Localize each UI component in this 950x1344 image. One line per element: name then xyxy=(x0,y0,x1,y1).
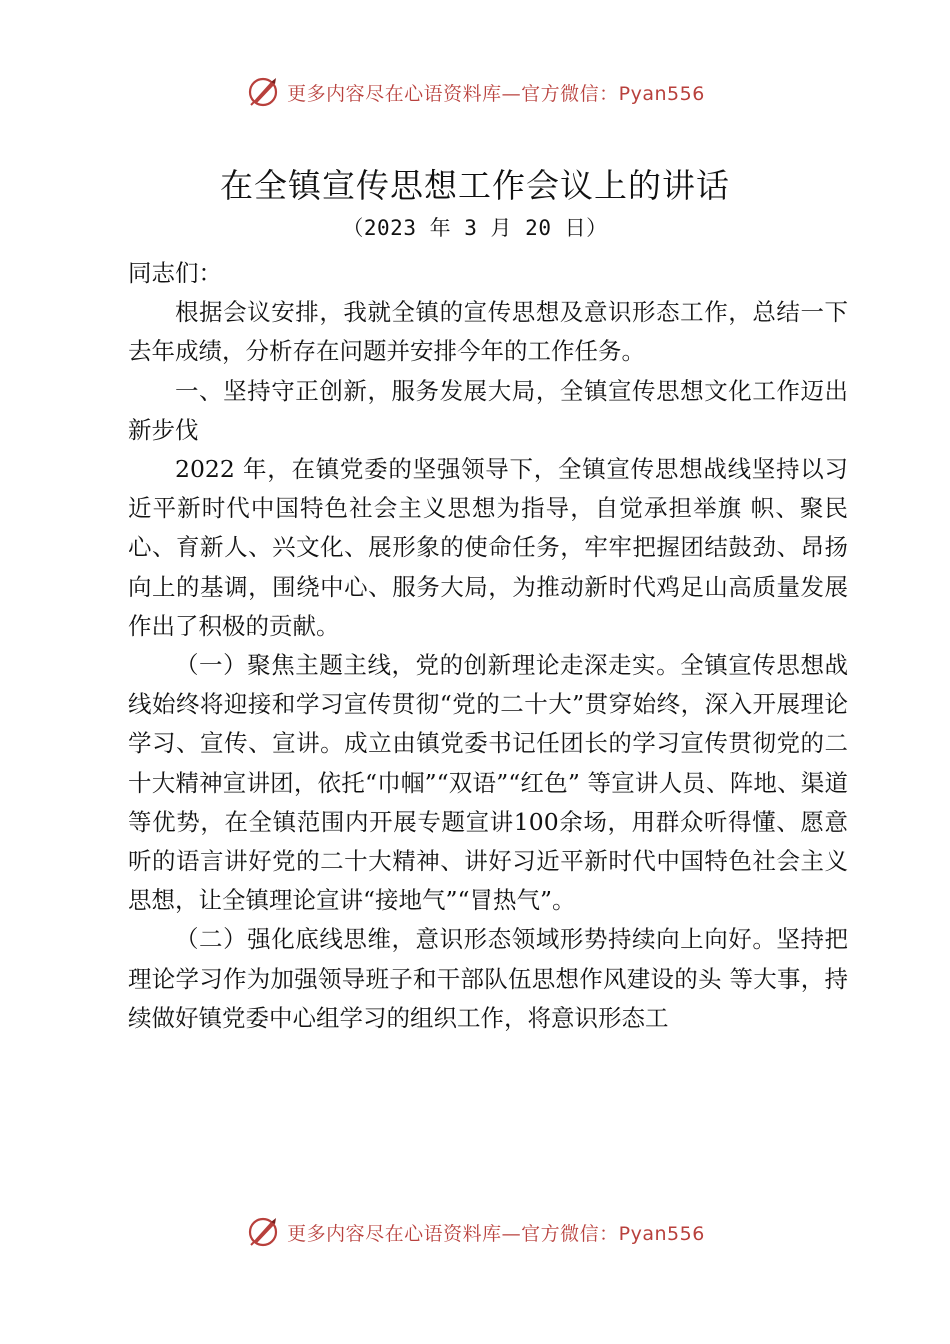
paragraph-subsection-2: （二）强化底线思维，意识形态领域形势持续向上向好。坚持把理论学习作为加强领导班子和干部队伍思想作风建设的头 等大事，持续做好镇党委中心组学习的组织工作，将意识形态工 xyxy=(128,925,848,1032)
watermark-text xyxy=(287,1219,705,1246)
watermark-wechat-id: Pyan556 xyxy=(618,1222,705,1245)
paragraph-intro: 根据会议安排，我就全镇的宣传思想及意识形态工作，总结一下去年成绩，分析存在问题并安排今年的工作任务。 xyxy=(128,298,848,366)
footer-watermark xyxy=(0,1212,950,1252)
paragraph-2022-summary: 2022 年，在镇党委的坚强领导下，全镇宣传思想战线坚持以习近平新时代中国特色社会主义思想为指导，自觉承担举旗 帜、聚民心、育新人、兴文化、展形象的使命任务，牢牢把握团结鼓劲、昂扬向上的基调，围绕中心、服务大局，为推动新时代鸡足山高质量发展作出了积极的贡献。 xyxy=(128,455,848,640)
watermark-wechat-id: Pyan556 xyxy=(618,82,705,105)
quill-logo-icon xyxy=(245,1214,281,1250)
watermark-label: 更多内容尽在心语资料库—官方微信： xyxy=(287,82,619,105)
document-title: 在全镇宣传思想工作会议上的讲话 xyxy=(220,166,730,205)
watermark-label: 更多内容尽在心语资料库—官方微信： xyxy=(287,1222,619,1245)
document-date: （2023 年 3 月 20 日） xyxy=(342,216,608,240)
header-watermark xyxy=(0,72,950,112)
watermark-text xyxy=(287,79,705,106)
paragraph-subsection-1: （一）聚焦主题主线，党的创新理论走深走实。全镇宣传思想战线始终将迎接和学习宣传贯彻“党的二十大”贯穿始终，深入开展理论学习、宣传、宣讲。成立由镇党委书记任团长的学习宣传贯彻党的二十大精神宣讲团，依托“巾帼”“双语”“红色” 等宣讲人员、阵地、渠道等优势，在全镇范围内开展专题宣讲100余场，用群众听得懂、愿意听的语言讲好党的二十大精神、讲好习近平新时代中国特色社会主义思想，让全镇理论宣讲“接地气”“冒热气”。 xyxy=(128,651,848,915)
document-body xyxy=(128,254,848,1038)
salutation: 同志们： xyxy=(128,259,222,287)
section-heading-1: 一、坚持守正创新，服务发展大局，全镇宣传思想文化工作迈出新步伐 xyxy=(128,376,848,444)
quill-logo-icon xyxy=(245,74,281,110)
